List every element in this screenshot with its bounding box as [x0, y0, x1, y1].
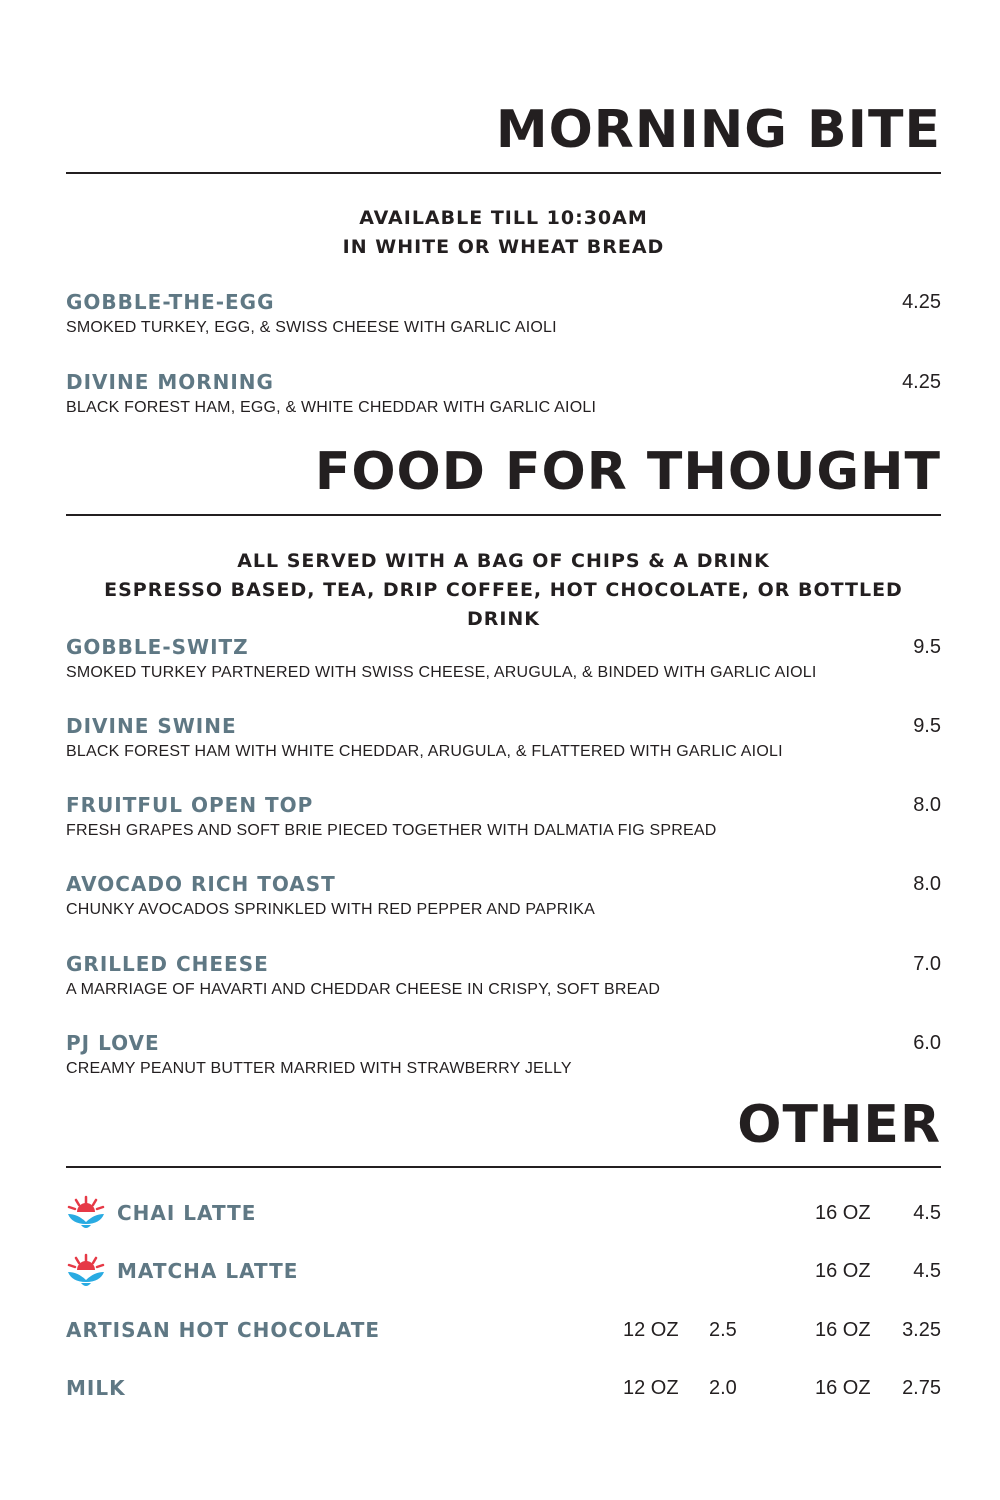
item-description: CREAMY PEANUT BUTTER MARRIED WITH STRAWBERRY JELLY [66, 1060, 572, 1077]
section-title-other: OTHER [737, 1095, 941, 1155]
item-description: BLACK FOREST HAM, EGG, & WHITE CHEDDAR WITH GARLIC AIOLI [66, 399, 597, 416]
size-12oz: 12 OZ [623, 1377, 679, 1399]
note-line: AVAILABLE TILL 10:30AM [359, 207, 648, 229]
section-divider [66, 514, 941, 516]
food-served-with-note [66, 547, 941, 634]
drink-row [66, 1195, 941, 1231]
sun-lotus-icon [66, 1195, 106, 1231]
note-line: ALL SERVED WITH A BAG OF CHIPS & A DRINK [237, 550, 770, 572]
item-description: FRESH GRAPES AND SOFT BRIE PIECED TOGETHER WITH DALMATIA FIG SPREAD [66, 822, 717, 839]
item-price: 4.25 [902, 371, 941, 393]
item-description: SMOKED TURKEY, EGG, & SWISS CHEESE WITH GARLIC AIOLI [66, 319, 557, 336]
price-12oz: 2.5 [709, 1319, 737, 1341]
item-price: 9.5 [913, 636, 941, 658]
menu-item [66, 714, 941, 764]
section-title-food-for-thought: FOOD FOR THOUGHT [314, 442, 941, 502]
item-name: GRILLED CHEESE [66, 952, 269, 976]
menu-item [66, 793, 941, 843]
size-16oz: 16 OZ [815, 1319, 871, 1341]
item-price: 8.0 [913, 794, 941, 816]
item-price: 9.5 [913, 715, 941, 737]
menu-page [66, 0, 941, 1500]
size-16oz: 16 OZ [815, 1377, 871, 1399]
section-divider [66, 172, 941, 174]
item-price: 8.0 [913, 873, 941, 895]
drink-name: CHAI LATTE [117, 1201, 257, 1225]
menu-item [66, 635, 941, 685]
item-name: FRUITFUL OPEN TOP [66, 793, 314, 817]
item-name: PJ LOVE [66, 1031, 160, 1055]
price-12oz: 2.0 [709, 1377, 737, 1399]
drink-name: ARTISAN HOT CHOCOLATE [66, 1318, 381, 1342]
menu-item [66, 872, 941, 922]
menu-item [66, 952, 941, 1002]
drink-row [66, 1253, 941, 1289]
item-description: A MARRIAGE OF HAVARTI AND CHEDDAR CHEESE IN CRISPY, SOFT BREAD [66, 981, 661, 998]
price-16oz: 4.5 [913, 1260, 941, 1282]
item-name: DIVINE MORNING [66, 370, 274, 394]
section-divider [66, 1166, 941, 1168]
size-16oz: 16 OZ [815, 1202, 871, 1224]
drink-row [66, 1370, 941, 1406]
price-16oz: 4.5 [913, 1202, 941, 1224]
note-line: IN WHITE OR WHEAT BREAD [342, 236, 665, 258]
item-name: GOBBLE-SWITZ [66, 635, 249, 659]
drink-row [66, 1312, 941, 1348]
item-description: SMOKED TURKEY PARTNERED WITH SWISS CHEESE, ARUGULA, & BINDED WITH GARLIC AIOLI [66, 664, 817, 681]
section-title-morning-bite: MORNING BITE [495, 100, 941, 160]
price-16oz: 3.25 [902, 1319, 941, 1341]
size-12oz: 12 OZ [623, 1319, 679, 1341]
item-description: CHUNKY AVOCADOS SPRINKLED WITH RED PEPPER AND PAPRIKA [66, 901, 595, 918]
menu-item [66, 290, 941, 340]
note-line: ESPRESSO BASED, TEA, DRIP COFFEE, HOT CHOCOLATE, OR BOTTLED DRINK [104, 579, 903, 630]
morning-availability-note [66, 204, 941, 262]
item-price: 7.0 [913, 953, 941, 975]
price-16oz: 2.75 [902, 1377, 941, 1399]
item-price: 6.0 [913, 1032, 941, 1054]
item-price: 4.25 [902, 291, 941, 313]
sun-lotus-icon [66, 1253, 106, 1289]
drink-name: MATCHA LATTE [117, 1259, 299, 1283]
size-16oz: 16 OZ [815, 1260, 871, 1282]
menu-item [66, 1031, 941, 1081]
menu-item [66, 370, 941, 420]
item-description: BLACK FOREST HAM WITH WHITE CHEDDAR, ARUGULA, & FLATTERED WITH GARLIC AIOLI [66, 743, 783, 760]
drink-name: MILK [66, 1376, 126, 1400]
item-name: GOBBLE-THE-EGG [66, 290, 275, 314]
item-name: DIVINE SWINE [66, 714, 237, 738]
item-name: AVOCADO RICH TOAST [66, 872, 336, 896]
